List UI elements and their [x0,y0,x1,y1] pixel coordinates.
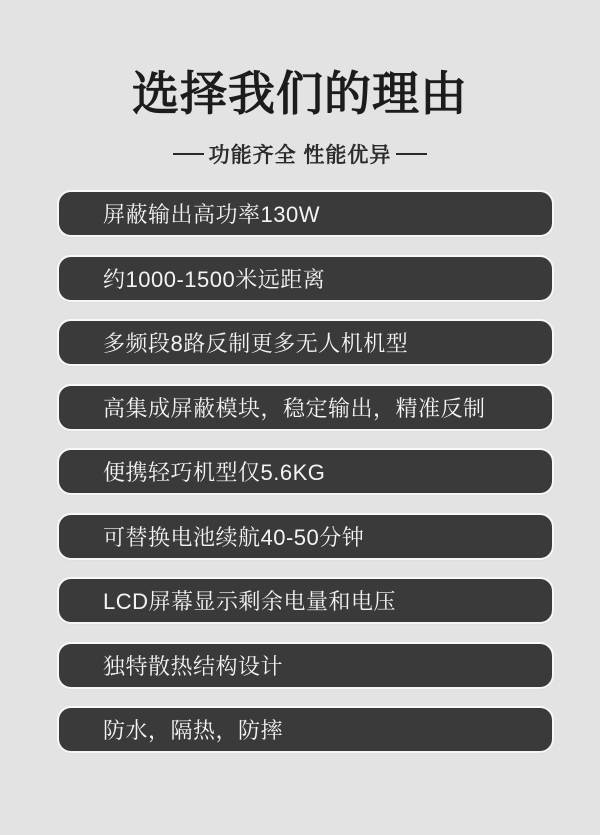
feature-label: 屏蔽输出高功率130W [103,202,320,227]
feature-bar [59,321,552,364]
page-title: 选择我们的理由 [132,67,468,120]
subtitle-dash-left-icon [173,153,204,156]
subtitle-text: 功能齐全 性能优异 [208,144,392,167]
feature-label: 便携轻巧机型仅5.6KG [103,460,326,485]
feature-label: 多频段8路反制更多无人机机型 [103,331,409,356]
feature-bar [59,579,552,622]
feature-label: 约1000-1500米远距离 [103,266,326,292]
feature-label: 独特散热结构设计 [103,653,284,679]
feature-label: 防水，隔热，防摔 [103,718,284,743]
feature-label: 高集成屏蔽模块，稳定输出，精准反制 [103,395,486,421]
feature-bar [59,386,552,429]
feature-label: 可替换电池续航40-50分钟 [103,524,365,550]
feature-bar [59,450,552,493]
feature-bar [59,644,552,687]
feature-bar [59,192,552,235]
feature-bar [59,708,552,751]
subtitle-dash-right-icon [396,153,427,156]
feature-bar [59,515,552,558]
feature-bar [59,257,552,300]
feature-label: LCD屏幕显示剩余电量和电压 [103,589,397,614]
subtitle [0,139,600,169]
feature-list [59,192,552,751]
